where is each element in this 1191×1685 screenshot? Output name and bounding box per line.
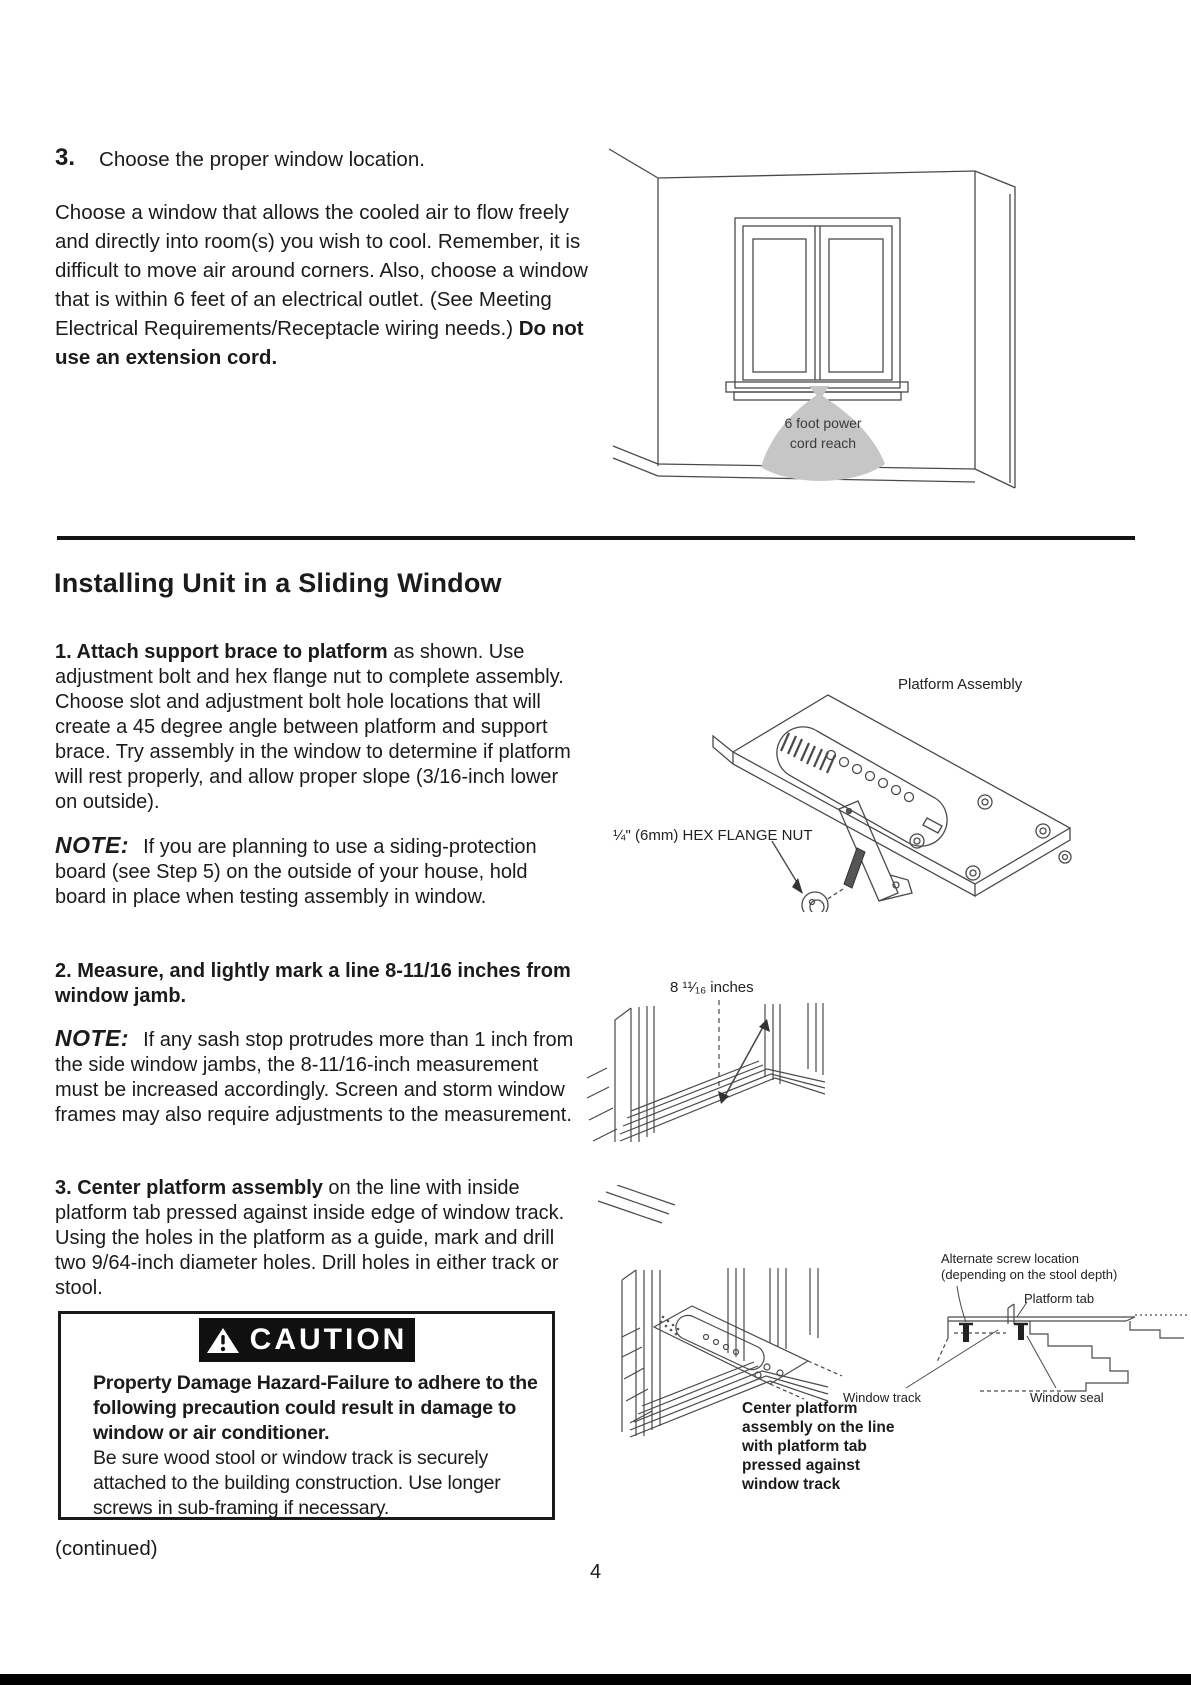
note1-label: NOTE: bbox=[55, 832, 130, 858]
nut-arrowhead bbox=[792, 878, 803, 894]
platform-tab-label: Platform tab bbox=[1024, 1291, 1095, 1306]
continued-note: (continued) bbox=[55, 1537, 158, 1560]
step3-choose-window-heading bbox=[55, 146, 425, 172]
caution-banner bbox=[199, 1318, 415, 1362]
step-number: 3. bbox=[55, 144, 76, 171]
step1-bold-text: 1. Attach support brace to platform bbox=[55, 641, 388, 663]
measure-dimension-label: 8 ¹¹⁄₁₆ inches bbox=[670, 979, 754, 996]
note2-label: NOTE: bbox=[55, 1025, 130, 1051]
hex-flange-nut-label: ¼" (6mm) HEX FLANGE NUT bbox=[613, 827, 813, 844]
screw-track-location bbox=[1018, 1324, 1024, 1340]
no-extension-cord-text: Do not use an extension cord. bbox=[55, 317, 584, 369]
warning-triangle-icon bbox=[206, 1326, 240, 1355]
center-platform-caption: Center platform assembly on the line with platform tab pressed against window track bbox=[742, 1400, 895, 1493]
page-number: 4 bbox=[589, 1561, 602, 1583]
section-divider bbox=[57, 536, 1135, 540]
platform-assembly-figure bbox=[565, 612, 1125, 912]
caution-banner-label: CAUTION bbox=[249, 1323, 408, 1356]
note2-text: If any sash stop protrudes more than 1 inch from the side window jambs, the 8-11/16-inch measurement must be increased accordingly. Screen and storm window frames may also require adjustments to the measurement. bbox=[55, 1029, 574, 1126]
screw-alternate-location bbox=[963, 1324, 969, 1342]
platform-assembly-label: Platform Assembly bbox=[898, 676, 1023, 693]
section-heading: Installing Unit in a Sliding Window bbox=[54, 568, 502, 598]
cord-reach-label: 6 foot power cord reach bbox=[784, 415, 862, 451]
step3-bold-text: 3. Center platform assembly bbox=[55, 1177, 323, 1199]
step3-paragraph bbox=[55, 1176, 575, 1301]
step3-text: on the line with inside platform tab pressed against inside edge of window track. Using the holes in the platform as a guide, mark and drill two 9/64-inch diameter holes. Drill holes in either track or stool. bbox=[55, 1177, 565, 1299]
adjustment-bolt bbox=[844, 848, 865, 888]
caution-text bbox=[93, 1371, 548, 1521]
note1-paragraph bbox=[55, 833, 575, 910]
step1-paragraph bbox=[55, 640, 575, 815]
caution-box bbox=[58, 1311, 555, 1520]
step2-heading: 2. Measure, and lightly mark a line 8-11/16 inches from window jamb. bbox=[55, 960, 571, 1007]
note1-text: If you are planning to use a siding-protection board (see Step 5) on the outside of your house, hold board in place when testing assembly in window. bbox=[55, 836, 537, 908]
measure-window-figure bbox=[575, 928, 825, 1143]
choose-window-text: Choose a window that allows the cooled air to flow freely and directly into room(s) you wish to cool. Remember, it is difficult to move air around corners. Also, choose a window that is within 6 feet of an electrical outlet. (See Meeting Electrical Requirements/Receptacle wiring needs.) bbox=[55, 201, 588, 340]
choose-window-paragraph bbox=[55, 198, 592, 372]
window-seal-label: Window seal bbox=[1030, 1390, 1104, 1405]
alternate-screw-label: Alternate screw location (depending on the stool depth) bbox=[941, 1251, 1118, 1282]
note2-paragraph bbox=[55, 1026, 575, 1128]
scan-edge-bar bbox=[0, 1674, 1191, 1685]
window-track-label: Window track bbox=[843, 1390, 922, 1405]
step-title: Choose the proper window location. bbox=[99, 148, 425, 171]
step1-text: as shown. Use adjustment bolt and hex flange nut to complete assembly. Choose slot and adjustment bolt hole locations that will create a 45 degree angle between platform and support brace. Try assembly in the window to determine if platform will rest properly, and allow proper slope (3/16-inch lower on outside). bbox=[55, 641, 571, 813]
caution-bold-text: Property Damage Hazard-Failure to adhere to the following precaution could result in damage to window or air conditioner. bbox=[93, 1372, 538, 1444]
caution-body-text: Be sure wood stool or window track is securely attached to the building construction. Use longer screws in sub-framing if necessary. bbox=[93, 1447, 501, 1519]
